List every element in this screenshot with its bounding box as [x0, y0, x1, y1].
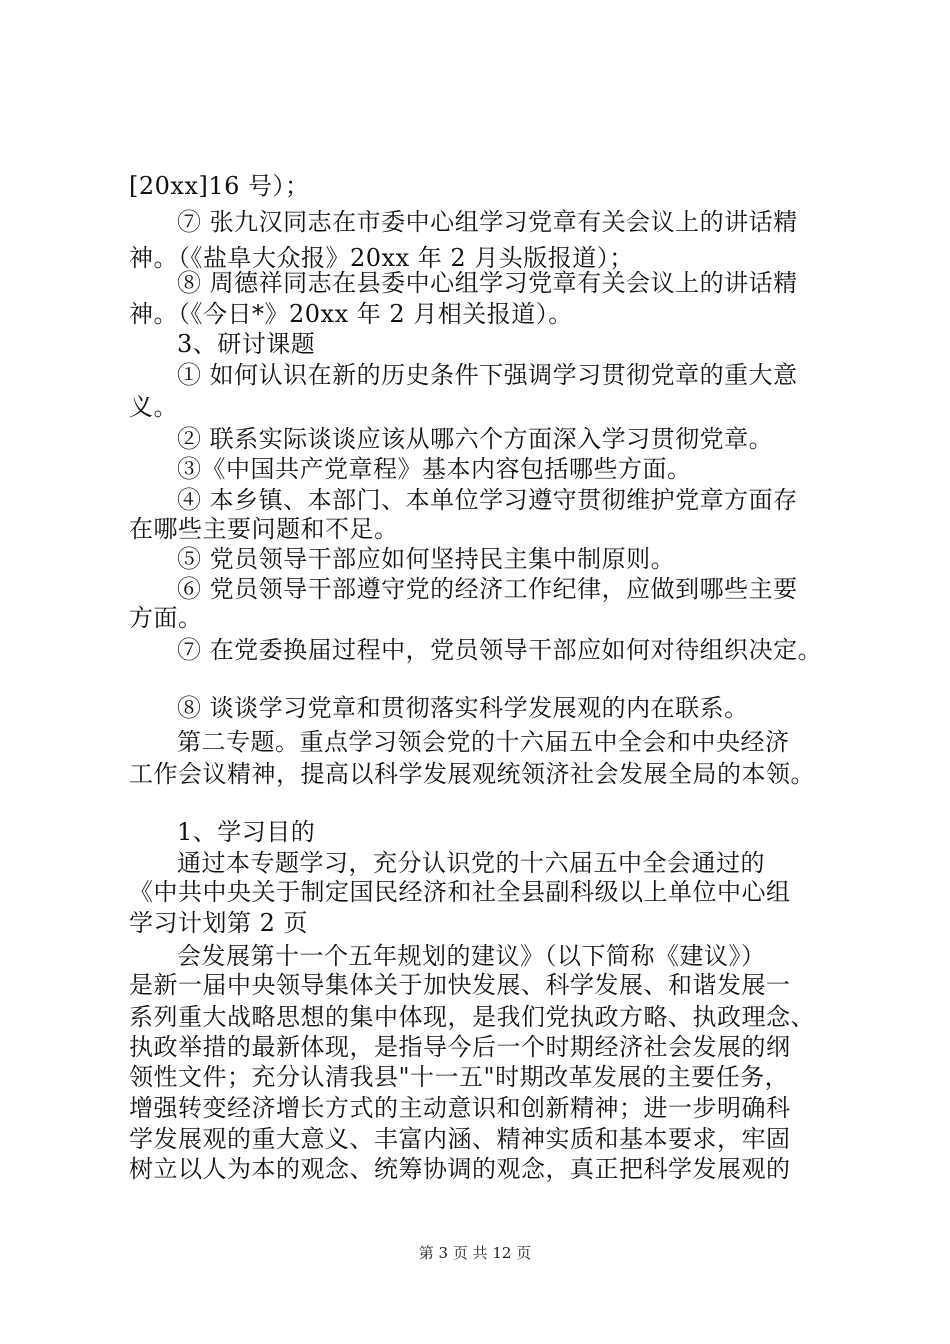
text-line-18: 第二专题。重点学习领会党的十六届五中全会和中央经济 [177, 728, 790, 756]
text-line-17: ⑧ 谈谈学习党章和贯彻落实科学发展观的内在联系。 [177, 694, 749, 722]
text-line-31: 树立以人为本的观念、统筹协调的观念，真正把科学发展观的 [129, 1155, 791, 1183]
text-line-6: 3、研讨课题 [177, 330, 316, 358]
text-line-23: 学习计划第 2 页 [129, 909, 309, 937]
text-line-10: ③《中国共产党章程》基本内容包括哪些方面。 [177, 455, 692, 483]
text-line-3: 神。（《盐阜大众报》20xx 年 2 月头版报道）； [129, 244, 634, 272]
text-line-15: 方面。 [129, 604, 203, 632]
text-line-7: ① 如何认识在新的历史条件下强调学习贯彻党章的重大意 [177, 361, 798, 389]
text-line-4: ⑧ 周德祥同志在县委中心组学习党章有关会议上的讲话精 [177, 269, 798, 297]
text-line-16: ⑦ 在党委换届过程中，党员领导干部应如何对待组织决定。 [177, 636, 823, 664]
text-line-24: 会发展第十一个五年规划的建议》（以下简称《建议》） [177, 942, 766, 970]
text-line-1: [20xx]16 号）； [129, 172, 310, 200]
text-line-30: 学发展观的重大意义、丰富内涵、精神实质和基本要求，牢固 [129, 1125, 791, 1153]
text-line-8: 义。 [129, 393, 178, 421]
text-line-26: 系列重大战略思想的集中体现，是我们党执政方略、执政理念、 [129, 1003, 815, 1031]
text-line-13: ⑤ 党员领导干部应如何坚持民主集中制原则。 [177, 545, 676, 573]
text-line-12: 在哪些主要问题和不足。 [129, 515, 399, 543]
text-line-11: ④ 本乡镇、本部门、本单位学习遵守贯彻维护党章方面存 [177, 486, 798, 514]
text-line-5: 神。（《今日*》20xx 年 2 月相关报道）。 [129, 300, 573, 328]
page-number-footer: 第 3 页 共 12 页 [418, 1244, 532, 1262]
text-line-22: 《中共中央关于制定国民经济和社全县副科级以上单位中心组 [129, 878, 791, 906]
text-line-20: 1、学习目的 [177, 818, 316, 846]
text-line-21: 通过本专题学习，充分认识党的十六届五中全会通过的 [177, 849, 765, 877]
text-line-2: ⑦ 张九汉同志在市委中心组学习党章有关会议上的讲话精 [177, 208, 798, 236]
text-line-27: 执政举措的最新体现，是指导今后一个时期经济社会发展的纲 [129, 1033, 791, 1061]
text-line-14: ⑥ 党员领导干部遵守党的经济工作纪律，应做到哪些主要 [177, 575, 798, 603]
text-line-29: 增强转变经济增长方式的主动意识和创新精神；进一步明确科 [129, 1094, 791, 1122]
text-line-19: 工作会议精神，提高以科学发展观统领济社会发展全局的本领。 [129, 760, 815, 788]
text-line-25: 是新一届中央领导集体关于加快发展、科学发展、和谐发展一 [129, 971, 791, 999]
text-line-9: ② 联系实际谈谈应该从哪六个方面深入学习贯彻党章。 [177, 425, 774, 453]
text-line-28: 领性文件；充分认清我县"十一五"时期改革发展的主要任务， [129, 1063, 790, 1091]
